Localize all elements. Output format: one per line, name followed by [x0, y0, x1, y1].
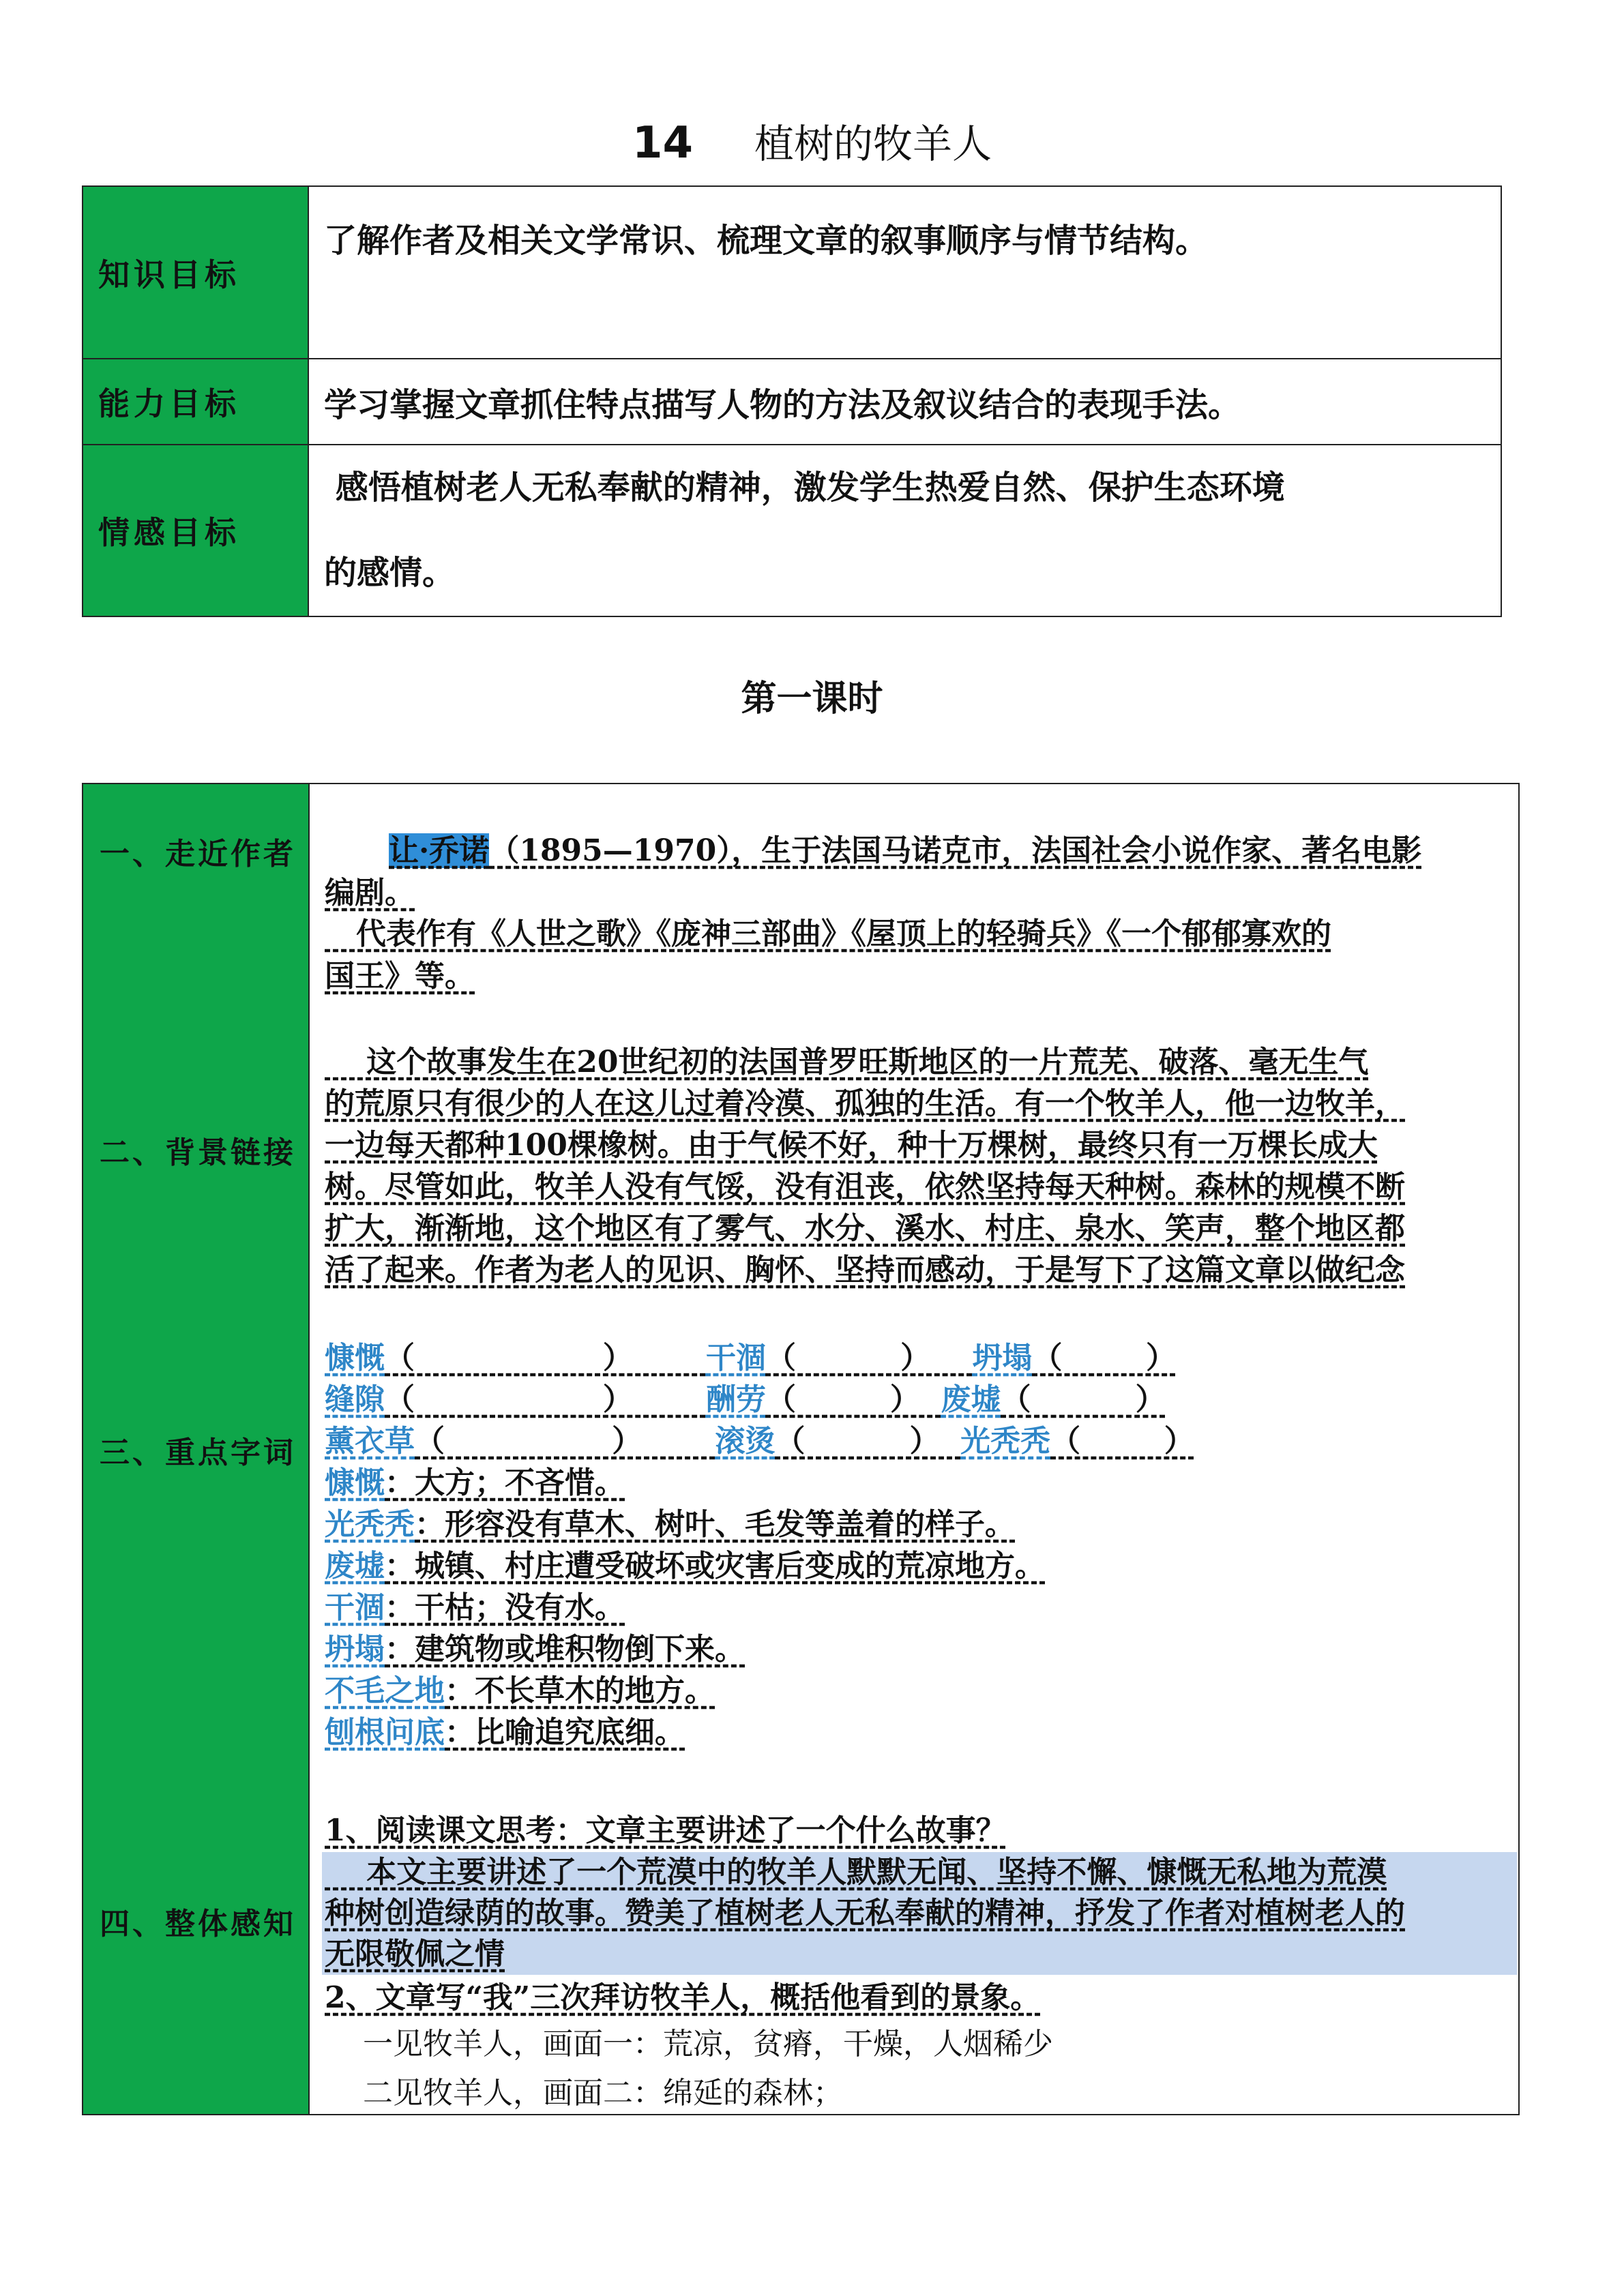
question-line: 2、文章写“我”三次拜访牧羊人，概括他看到的景象。: [325, 1980, 1041, 2015]
definition-text: ：干枯；没有水。: [385, 1590, 625, 1625]
author-name: 让·乔诺: [389, 833, 490, 868]
goal-row: [83, 186, 1501, 359]
definition-text: ：不长草木的地方。: [445, 1673, 715, 1708]
vocab-blank-row: 缝隙（ ） 酬劳（ ） 废墟（ ）: [325, 1382, 1166, 1417]
goal-text-line: 的感情。: [324, 554, 456, 592]
definition-word: 不毛之地: [325, 1673, 445, 1708]
author-line: 代表作有《人世之歌》《庞神三部曲》《屋顶上的轻骑兵》《一个郁郁寡欢的: [325, 916, 1331, 951]
vocab-word: 废墟: [941, 1382, 1001, 1417]
definition-word: 光秃秃: [325, 1507, 415, 1542]
vocab-word: 慷慨: [325, 1341, 385, 1375]
section-subtitle: 第一课时: [741, 679, 883, 719]
author-line: 编剧。: [325, 876, 415, 910]
author-line: 国王》等。: [325, 959, 475, 994]
goal-text: [308, 445, 1501, 616]
definition-word: 废墟: [325, 1549, 385, 1583]
goals-table: [82, 185, 1502, 617]
definition-word: 刨根问底: [325, 1715, 445, 1750]
definition-word: 慷慨: [325, 1465, 385, 1500]
definition-line: [325, 1546, 1045, 1587]
answer-line: 本文主要讲述了一个荒漠中的牧羊人默默无闻、坚持不懈、慷慨无私地为荒漠: [325, 1855, 1387, 1890]
definition-line: [325, 1671, 715, 1712]
answer-item: 一见牧羊人，画面一：荒凉，贫瘠，干燥，人烟稀少: [325, 2027, 1053, 2061]
background-line: 一边每天都种100棵橡树。由于气候不好，种十万棵树，最终只有一万棵长成大: [325, 1128, 1378, 1163]
goal-label: 能力目标: [83, 359, 308, 445]
definition-text: ：建筑物或堆积物倒下来。: [385, 1632, 745, 1667]
question-line: 1、阅读课文思考：文章主要讲述了一个什么故事？: [325, 1813, 1006, 1848]
goal-text: 了解作者及相关文学常识、梳理文章的叙事顺序与情节结构。: [308, 186, 1501, 359]
lesson-number: 14: [632, 118, 694, 168]
vocab-word: 光秃秃: [960, 1424, 1051, 1459]
definition-text: ：形容没有草木、树叶、毛发等盖着的样子。: [415, 1507, 1015, 1542]
definition-line: [325, 1463, 625, 1504]
goal-text-line: 感悟植树老人无私奉献的精神，激发学生热爱自然、保护生态环境: [324, 468, 1285, 507]
goal-row: [83, 359, 1501, 445]
definition-word: 干涸: [325, 1590, 385, 1625]
definition-line: [325, 1504, 1015, 1545]
vocab-word: 酬劳: [705, 1382, 766, 1417]
section-label-author: 一、走近作者: [100, 837, 296, 871]
definition-text: ：城镇、村庄遭受破坏或灾害后变成的荒凉地方。: [385, 1549, 1045, 1583]
background-line: 的荒原只有很少的人在这儿过着冷漠、孤独的生活。有一个牧羊人，他一边牧羊，: [325, 1086, 1405, 1121]
goal-label: 情感目标: [83, 445, 308, 616]
section-label-background: 二、背景链接: [100, 1135, 296, 1170]
definition-text: ：比喻追究底细。: [445, 1715, 685, 1750]
answer-line: 种树创造绿荫的故事。赞美了植树老人无私奉献的精神，抒发了作者对植树老人的: [325, 1896, 1405, 1930]
background-line: 活了起来。作者为老人的见识、胸怀、坚持而感动，于是写下了这篇文章以做纪念: [325, 1253, 1405, 1287]
vocab-word: 薰衣草: [325, 1424, 415, 1459]
definition-line: [325, 1712, 685, 1753]
section-label-overall: 四、整体感知: [100, 1907, 296, 1941]
vocab-blank-row: 薰衣草（ ） 滚烫（ ） 光秃秃（ ）: [325, 1424, 1194, 1459]
page-title: [0, 113, 1624, 175]
author-info: （1895—1970），生于法国马诺克市，法国社会小说作家、著名电影: [489, 833, 1422, 868]
answer-line: 无限敬佩之情: [325, 1937, 505, 1971]
definition-text: ：大方；不吝惜。: [385, 1465, 625, 1500]
background-line: 树。尽管如此，牧羊人没有气馁，没有沮丧，依然坚持每天种树。森林的规模不断: [325, 1169, 1405, 1204]
answer-item: 二见牧羊人，画面二：绵延的森林；: [325, 2076, 843, 2111]
section-label-vocab: 三、重点字词: [100, 1435, 296, 1470]
background-line: 扩大，渐渐地，这个地区有了雾气、水分、溪水、村庄、泉水、笑声，整个地区都: [325, 1211, 1405, 1246]
definition-word: 坍塌: [325, 1632, 385, 1667]
author-line: [389, 831, 1421, 871]
lesson-title: 植树的牧羊人: [754, 121, 992, 167]
definition-line: [325, 1629, 745, 1670]
goal-label: 知识目标: [83, 186, 308, 359]
vocab-word: 干涸: [705, 1341, 766, 1375]
background-line: 这个故事发生在20世纪初的法国普罗旺斯地区的一片荒芜、破落、毫无生气: [325, 1045, 1369, 1079]
vocab-word: 滚烫: [715, 1424, 776, 1459]
vocab-blank-row: 慷慨（ ） 干涸（ ） 坍塌（ ）: [325, 1341, 1176, 1375]
vocab-word: 坍塌: [972, 1341, 1033, 1375]
goal-row: [83, 445, 1501, 616]
definition-line: [325, 1587, 625, 1628]
vocab-word: 缝隙: [325, 1382, 385, 1417]
goal-text: 学习掌握文章抓住特点描写人物的方法及叙议结合的表现手法。: [308, 359, 1501, 445]
